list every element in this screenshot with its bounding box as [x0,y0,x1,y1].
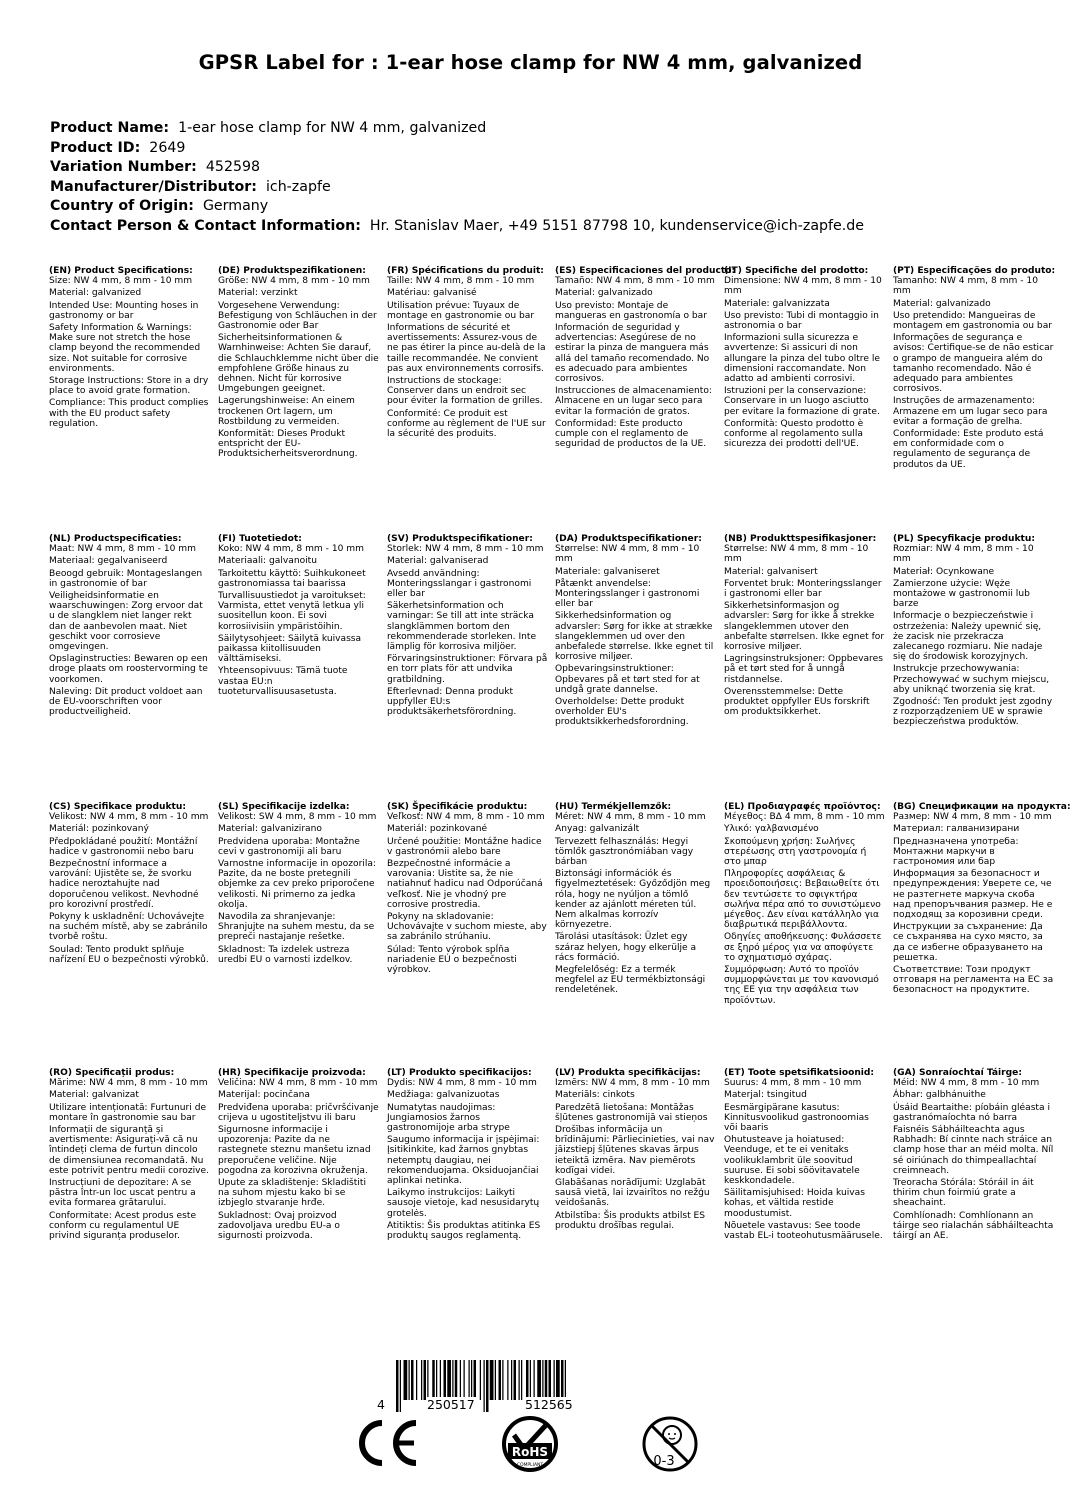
info-value: Germany [202,198,269,214]
info-value: 452598 [205,159,261,175]
spec-material: Material: galvanisert [724,566,818,577]
barcode-bar [537,1360,541,1400]
spec-compliance: Conformitate: Acest produs este conform cu regulamentul UE privind siguranța produselor. [49,1210,197,1242]
spec-safety: Veiligheidsinformatie en waarschuwingen: Zorg ervoor dat u de slangklem niet langer rekt dan de aanbevolen maat. Niet geschikt voor corrosieve omgevingen. [49,591,203,653]
language-block [218,534,379,796]
spec-size: Veľkosť: NW 4 mm, 8 mm - 10 mm [387,812,545,823]
spec-safety: Saugumo informacija ir įspėjimai: Įsitikinkite, kad žarnos gnybtas netemptų daugiau, nei rekomenduojama. Oksiduojančiai aplinkai netinka. [387,1135,540,1187]
language-heading: (EN) Product Specifications: [49,266,193,276]
spec-safety: Säkerhetsinformation och varningar: Se till att inte sträcka slangklämmen bortom den rekommenderade storleken. Inte lämplig för korrosiva miljöer. [387,601,537,653]
info-product-id [50,139,1040,159]
barcode-bar [502,1360,503,1400]
language-block [555,266,736,528]
spec-material: Materiale: galvanizzata [724,298,830,309]
spec-use: Предназначена употреба: Монтажни маркучи в гастрономия или бар [893,836,1019,868]
info-label: Contact Person & Contact Information: [50,217,361,234]
barcode-bar [530,1360,531,1400]
spec-storage: Instrucțiuni de depozitare: A se păstra într-un loc uscat pentru a evita formarea grătarului. [49,1178,196,1209]
language-block [49,266,210,528]
barcode-bar [416,1360,417,1400]
spec-size: Tamanho: NW 4 mm, 8 mm - 10 mm [893,276,1038,297]
spec-material: Material: galvanizado [555,288,653,299]
language-heading: (EL) Προδιαγραφές προϊόντος: [724,802,881,812]
spec-size: Izmērs: NW 4 mm, 8 mm - 10 mm [555,1078,710,1089]
info-label: Product ID: [50,139,141,156]
barcode-bar [444,1360,447,1400]
spec-storage: Opslaginstructies: Bewaren op een droge plaats om roostervorming te voorkomen. [49,654,208,685]
spec-compliance: Conformidad: Este producto cumple con el reglamento de seguridad de productos de la UE. [555,418,707,450]
spec-use: Forventet bruk: Monteringsslanger i gastronomi eller bar [724,578,882,600]
spec-storage: Säilitamisjuhised: Hoida kuivas kohas, et vältida restide moodustumist. [724,1188,865,1219]
spec-safety: Información de seguridad y advertencias: Asegúrese de no estirar la pinza de manguera más allá del tamaño recomendado. No es adecuado para ambientes corrosivos. [555,323,710,385]
spec-size: Dydis: NW 4 mm, 8 mm - 10 mm [387,1078,537,1089]
spec-size: Méret: NW 4 mm, 8 mm - 10 mm [555,812,706,823]
spec-size: Koko: NW 4 mm, 8 mm - 10 mm [218,544,365,555]
info-value: 2649 [149,139,186,156]
language-heading: (SL) Specifikacije izdelka: [218,802,350,812]
spec-safety: Turvallisuustiedot ja varoitukset: Varmista, ettet venytä letkua yli suositellun koon. Ei sovi korrosiivisiin ympäristöihin. [218,591,366,632]
spec-material: Material: galvanizat [49,1090,139,1101]
language-heading: (ET) Toote spetsifikatsioonid: [724,1068,875,1078]
spec-use: Utilizare intenționată: Furtunuri de montare în gastronomie sau bar [49,1102,207,1123]
spec-size: Veličina: NW 4 mm, 8 mm - 10 mm [218,1078,378,1089]
rohs-compliant-icon [500,1413,560,1475]
spec-storage: Treoracha Stórála: Stóráil in áit thirim chun foirmiú grate a sheachaint. [893,1178,1034,1209]
language-block [387,266,548,528]
spec-material: Materiāls: cinkots [555,1090,635,1101]
language-block [387,802,548,1062]
spec-storage: Glabāšanas norādījumi: Uzglabāt sausā vietā, lai izvairītos no režģu veidošanās. [555,1178,710,1209]
barcode-bar [499,1360,502,1400]
spec-use: Predviđena uporaba: pričvršćivanje crijeva u ugostiteljstvu ili baru [218,1102,379,1123]
language-block [387,1068,548,1328]
language-block [724,1068,885,1328]
spec-size: Méid: NW 4 mm, 8 mm - 10 mm [893,1078,1040,1089]
barcode-bar [427,1360,428,1400]
spec-material: Anyag: galvanizált [555,824,640,835]
spec-safety: Sicherheitsinformationen & Warnhinweise: Achten Sie darauf, die Schlauchklemme nicht über die empfohlene Größe hinaus zu dehnen. Nicht für korrosive Umgebungen geeignet. [218,333,379,395]
spec-use: Úsáid Beartaithe: píobáin gléasta i gastranómaíochta nó barra [893,1102,1050,1123]
language-heading: (PT) Especificações do produto: [893,266,1056,276]
spec-compliance: Comhlíonadh: Comhlíonann an táirge seo rialachán sábháilteachta táirgí an AE. [893,1210,1054,1242]
spec-size: Velikost: NW 4 mm, 8 mm - 10 mm [49,812,209,823]
spec-material: Material: galvaniserad [387,556,489,567]
spec-material: Materiaal: gegalvaniseerd [49,556,168,567]
barcode-bar [549,1360,552,1400]
spec-safety: Faisnéis Sábháilteachta agus Rabhadh: Bí cinnte nach stráice an clamp hose thar an méid molta. Níl sé oiriúnach do thimpeallachtaí creimneach. [893,1125,1054,1176]
spec-size: Size: NW 4 mm, 8 mm - 10 mm [49,276,193,287]
spec-storage: Tárolási utasítások: Üzlet egy száraz helyen, hogy elkerülje a rács formáció. [555,932,697,963]
barcode-group-right: 512565 [525,1397,573,1412]
spec-storage: Laikymo instrukcijos: Laikyti sausoje vietoje, kad nesusidarytų grotelės. [387,1188,540,1219]
spec-size: Taille: NW 4 mm, 8 mm - 10 mm [387,276,535,287]
spec-material: Ábhar: galbhánuithe [893,1090,986,1101]
spec-storage: Opbevaringsinstruktioner: Opbevares på et tørt sted for at undgå grate dannelse. [555,664,700,695]
language-block [555,1068,716,1328]
language-heading: (DE) Produktspezifikationen: [218,266,366,276]
spec-safety: Varnostne informacije in opozorila: Pazite, da ne boste pretegnili objemke za cev preko priporočene velikosti. Ni primerno za jedka okolja. [218,859,376,910]
spec-storage: Upute za skladištenje: Skladištiti na suhom mjestu kako bi se izbjeglo stvaranje hrđe. [218,1178,366,1209]
spec-material: Material: galvanizado [893,298,991,309]
spec-compliance: Súlad: Tento výrobok spĺňa nariadenie EÚ o bezpečnosti výrobkov. [387,944,517,976]
info-value: Hr. Stanislav Maer, +49 5151 87798 10, kundenservice@ich-zapfe.de [369,217,865,234]
spec-compliance: Conformité: Ce produit est conforme au règlement de l'UE sur la sécurité des produits. [387,408,546,440]
spec-use: Avsedd användning: Monteringsslangar i gastronomi eller bar [387,568,532,600]
spec-compliance: Overholdelse: Dette produkt overholder EU's produktsikkerhedsforordning. [555,697,689,728]
language-heading: (FR) Spécifications du produit: [387,266,544,276]
spec-size: Rozmiar: NW 4 mm, 8 mm - 10 mm [893,544,1034,565]
language-block [893,802,1071,1062]
language-block [49,1068,210,1328]
spec-storage: Инструкции за съхранение: Да се съхранява на сухо място, за да се избегне образуването на решетка. [893,922,1043,963]
info-variation-number [50,158,1040,178]
language-heading: (HU) Termékjellemzők: [555,802,672,812]
spec-material: Materiál: pozinkovaný [49,824,149,835]
spec-storage: Instructions de stockage: Conserver dans un endroit sec pour éviter la formation de grilles. [387,376,543,407]
spec-compliance: Atbilstība: Šis produkts atbilst ES produktu drošības regulai. [555,1210,706,1231]
spec-safety: Информация за безопасност и предупреждения: Уверете се, че не разтегнете маркуча скоба над препоръчвания размер. Не е подходящ за корозивни среди. [893,869,1053,921]
language-block [555,534,716,796]
info-manufacturer [50,178,1040,198]
spec-size: Størrelse: NW 4 mm, 8 mm - 10 mm [724,544,869,565]
barcode-bar [409,1360,410,1400]
spec-storage: Instrukcje przechowywania: Przechowywać w suchym miejscu, aby uniknąć tworzenia się krat. [893,664,1050,695]
spec-material: Material: galvanized [49,288,142,299]
ce-mark-icon [352,1413,422,1473]
barcode-digit-first: 4 [377,1397,385,1412]
spec-storage: Pokyny na skladovanie: Uchovávajte v suchom mieste, aby sa zabránilo strúhaniu. [387,912,547,943]
spec-compliance: Efterlevnad: Denna produkt uppfyller EU:s produktsäkerhetsförordning. [387,686,517,718]
spec-compliance: Skladnost: Ta izdelek ustreza uredbi EU o varnosti izdelkov. [218,944,353,965]
barcode-bar [480,1360,481,1400]
language-block [893,534,1054,796]
spec-compliance: Съответствие: Този продукт отговаря на регламента на ЕС за безопасност на продуктите. [893,965,1054,996]
spec-safety: Bezpečnostné informácie a varovania: Uistite sa, že nie natiahnuť hadicu nad Odporúčaná veľkosť. Nie je vhodný pre corrosive prostredia. [387,859,543,910]
language-block [893,1068,1054,1328]
spec-material: Materiale: galvaniseret [555,566,660,577]
spec-use: Beoogd gebruik: Montageslangen in gastronomie of bar [49,568,203,589]
language-block [724,534,885,796]
spec-storage: Storage Instructions: Store in a dry place to avoid grate formation. [49,376,209,397]
spec-storage: Pokyny k uskladnění: Uchovávejte na suchém místě, aby se zabránilo tvorbě roštu. [49,912,208,943]
language-block [218,1068,379,1328]
spec-use: Σκοπούμενη χρήση: Σωλήνες στερέωσης στη γαστρονομία ή στο μπαρ [724,836,867,868]
language-heading: (FI) Tuotetiedot: [218,534,302,544]
info-country-of-origin [50,197,1040,217]
language-block [218,266,379,528]
spec-size: Størrelse: NW 4 mm, 8 mm - 10 mm [555,544,700,565]
spec-use: Intended Use: Mounting hoses in gastronomy or bar [49,300,199,321]
spec-size: Dimensione: NW 4 mm, 8 mm - 10 mm [724,276,882,297]
spec-compliance: Konformität: Dieses Produkt entspricht der EU-Produktsicherheitsverordnung. [218,429,358,460]
spec-safety: Informações de segurança e avisos: Certifique-se de não esticar o grampo de mangueira além do tamanho recomendado. Não é adequado para ambientes corrosivos. [893,333,1054,395]
spec-compliance: Sukladnost: Ovaj proizvod zadovoljava uredbu EU-a o sigurnosti proizvoda. [218,1210,340,1242]
spec-storage: Säilytysohjeet: Säilytä kuivassa paikassa kiitollisuuden välttämiseksi. [218,633,362,665]
spec-compliance: Conformidade: Este produto está em conformidade com o regulamento de segurança de produtos da UE. [893,429,1044,470]
language-heading: (CS) Specifikace produktu: [49,802,186,812]
barcode-bar [507,1360,508,1400]
language-heading: (LV) Produkta specifikācijas: [555,1068,701,1078]
language-heading: (IT) Specifiche del prodotto: [724,266,869,276]
spec-storage: Förvaringsinstruktioner: Förvara på en torr plats för att undvika gratbildning. [387,654,548,685]
spec-compliance: Megfelelőség: Ez a termék megfelel az EU termékbiztonsági rendeletének. [555,965,706,996]
spec-use: Předpokládané použití: Montážní hadice v gastronomii nebo baru [49,836,198,857]
spec-storage: Οδηγίες αποθήκευσης: Φυλάσσετε σε ξηρό μέρος για να αποφύγετε το σχηματισμό σχάρας. [724,932,882,963]
spec-use: Utilisation prévue: Tuyaux de montage en gastronomie ou bar [387,300,535,321]
spec-safety: Informații de siguranță și avertismente: Asigurați-vă că nu întindeți clema de furtun dincolo de dimensiunea recomandată. Nu este potrivit pentru medii corozive. [49,1125,210,1176]
product-info [50,119,1040,236]
spec-compliance: Conformità: Questo prodotto è conforme al regolamento sulla sicurezza dei prodotti dell'UE. [724,418,864,450]
spec-storage: Lagerungshinweise: An einem trockenen Ort lagern, um Rostbildung zu vermeiden. [218,396,355,427]
barcode-digits [376,1397,618,1413]
age-label: 0-3 [653,1454,675,1469]
info-label: Country of Origin: [50,198,194,214]
barcode-bar [460,1360,461,1400]
spec-material: Medžiaga: galvanizuotas [387,1090,500,1101]
spec-safety: Drošības informācija un brīdinājumi: Pārliecinieties, vai nav jāizstiepj šļūtenes skavas ārpus ieteiktā izmēra. Nav piemērots kodīgai videi. [555,1125,715,1176]
spec-material: Υλικό: γαλβανισμένο [724,824,819,835]
spec-compliance: Overensstemmelse: Dette produktet oppfyller EUs forskrift om produktsikkerhet. [724,686,870,718]
barcode-bar [440,1360,441,1400]
language-block [893,266,1054,528]
language-heading: (ES) Especificaciones del producto: [555,266,736,276]
spec-material: Materiał: Ocynkowane [893,566,995,577]
rohs-label: RoHS [511,1445,549,1459]
barcode-group-left: 250517 [427,1397,475,1412]
language-heading: (NL) Productspecificaties: [49,534,182,544]
barcode-bar [526,1360,529,1400]
language-grid [49,266,1071,1334]
spec-size: Μέγεθος: ΒΔ 4 mm, 8 mm - 10 mm [724,812,885,823]
language-heading: (PL) Specyfikacje produktu: [893,534,1035,544]
language-block [724,266,885,528]
spec-material: Matériau: galvanisé [387,288,477,299]
language-row [49,266,1056,534]
language-heading: (SV) Produktspecifikationer: [387,534,533,544]
language-heading: (SK) Špecifikácie produktu: [387,802,528,812]
spec-use: Paredzētā lietošana: Montāžas šļūtenes gastronomijā vai stieņos [555,1102,708,1123]
spec-use: Uso previsto: Tubi di montaggio in astronomia o bar [724,310,879,332]
spec-compliance: Compliance: This product complies with the EU product safety regulation. [49,398,209,429]
spec-use: Vorgesehene Verwendung: Befestigung von Schläuchen in der Gastronomie oder Bar [218,300,377,332]
language-row [49,802,1071,1068]
info-label: Variation Number: [50,159,197,175]
language-heading: (NB) Produkttspesifikasjoner: [724,534,877,544]
spec-size: Mărime: NW 4 mm, 8 mm - 10 mm [49,1078,208,1089]
language-row [49,534,1053,802]
info-label: Product Name: [50,120,170,136]
language-row [49,1068,1054,1334]
language-block [49,802,210,1062]
spec-use: Påtænkt anvendelse: Monteringsslanger i gastronomi eller bar [555,578,700,610]
barcode-bar [495,1360,496,1400]
barcode-bar [521,1360,522,1400]
spec-material: Materiaali: galvanoitu [218,556,318,567]
spec-storage: Istruzioni per la conservazione: Conservare in un luogo asciutto per evitare la formazione di grate. [724,386,880,417]
page-title: GPSR Label for : 1-ear hose clamp for NW 4 mm, galvanized [198,51,863,74]
barcode-bar [432,1360,435,1400]
spec-use: Zamierzone użycie: Węże montażowe w gastronomii lub barze [893,578,1030,610]
spec-compliance: Naleving: Dit product voldoet aan de EU-voorschriften voor productveiligheid. [49,686,203,718]
info-contact [50,217,1040,237]
barcode-bar [469,1360,470,1400]
spec-compliance: Nõuetele vastavus: See toode vastab EL-i tooteohutusmäärusele. [724,1220,883,1242]
barcode-bar [464,1360,465,1400]
language-block [387,534,548,796]
info-value: 1-ear hose clamp for NW 4 mm, galvanized [178,120,487,136]
spec-material: Material: galvanizirano [218,824,322,835]
spec-safety: Informazioni sulla sicurezza e avvertenze: Si assicuri di non allungare la pinza del tubo oltre le dimensioni raccomandate. Non adatto ad ambienti corrosivi. [724,333,880,385]
spec-use: Určené použitie: Montážne hadice v gastronómii alebo bare [387,836,542,857]
barcode-bar [519,1360,520,1400]
spec-size: Размер: NW 4 mm, 8 mm - 10 mm [893,812,1052,823]
spec-safety: Sigurnosne informacije i upozorenja: Pazite da ne rastegnete steznu manšetu iznad preporučene veličine. Nije pogodna za korozivna okruženja. [218,1125,371,1176]
spec-material: Material: verzinkt [218,288,298,299]
language-block [218,802,379,1062]
barcode-bar [474,1360,477,1400]
spec-size: Velikost: SW 4 mm, 8 mm - 10 mm [218,812,377,823]
spec-safety: Safety Information & Warnings: Make sure not stretch the hose clamp beyond the recommended size. Not suitable for corrosive environments. [49,323,201,374]
spec-compliance: Soulad: Tento produkt splňuje nařízení EU o bezpečnosti výrobků. [49,944,209,965]
rohs-sublabel: COMPLIANT [516,1463,544,1468]
spec-safety: Biztonsági információk és figyelmeztetések: Győződjön meg róla, hogy ne nyúljon a tömlő kender az ajánlott méreten túl. Nem alkalmas korrozív környezetre. [555,869,711,931]
spec-compliance: Zgodność: Ten produkt jest zgodny z rozporządzeniem UE w sprawie bezpieczeństwa produktów. [893,697,1053,728]
spec-use: Tarkoitettu käyttö: Suihkukoneet gastronomiassa tai baarissa [218,568,366,589]
spec-storage: Lagringsinstruksjoner: Oppbevares på et tørt sted for å unngå ristdannelse. [724,654,883,685]
spec-safety: Sikkerhedsinformation og advarsler: Sørg for ikke at strække slangeklemmen ud over den anbefalede størrelse. Ikke egnet til korrosive miljøer. [555,611,714,663]
language-heading: (LT) Produkto specifikacijos: [387,1068,532,1078]
barcode-bar [404,1360,408,1400]
spec-material: Materjal: tsingitud [724,1090,807,1101]
spec-storage: Navodila za shranjevanje: Shranjujte na suhem mestu, da se prepreči nastajanje rešetke. [218,912,375,943]
spec-material: Materiál: pozinkované [387,824,488,835]
spec-safety: Ohutusteave ja hoiatused: Veenduge, et te ei venitaks voolikuklambrit üle soovitud suuruse. Ei sobi söövitavatele keskkondadele. [724,1135,860,1187]
spec-safety: Sikkerhetsinformasjon og advarsler: Sørg for ikke å strekke slangeklemmen utover den anbefalte størrelsen. Ikke egnet for korrosive miljøer. [724,601,885,653]
barcode-bar [554,1360,555,1400]
spec-compliance: Atitiktis: Šis produktas atitinka ES produktų saugos reglamentą. [387,1220,541,1242]
spec-use: Uso previsto: Montaje de mangueras en gastronomía o bar [555,300,707,321]
language-heading: (GA) Sonraíochtaí Táirge: [893,1068,1022,1078]
spec-use: Tervezett felhasználás: Hegyi tömlők gasztronómiában vagy bárban [555,836,694,868]
spec-use: Uso pretendido: Mangueiras de montagem em gastronomia ou bar [893,310,1053,332]
barcode-bar [534,1360,535,1400]
barcode-bar [424,1360,427,1400]
language-heading: (BG) Спецификации на продукта: [893,802,1071,812]
language-block [555,802,716,1062]
info-value: ich-zapfe [265,178,331,195]
info-label: Manufacturer/Distributor: [50,178,257,195]
spec-use: Predvidena uporaba: Montažne cevi v gastronomiji ali baru [218,836,360,857]
not-for-children-0-3-icon [640,1413,700,1475]
spec-material: Материал: галванизирани [893,824,1020,835]
spec-use: Eesmärgipärane kasutus: Kinnitusvoolikud gastronoomias või baaris [724,1102,869,1134]
barcode-bar [447,1360,451,1400]
barcode-bar [421,1360,422,1400]
spec-size: Storlek: NW 4 mm, 8 mm - 10 mm [387,544,544,555]
spec-material: Materijal: pocinčana [218,1090,310,1101]
spec-safety: Informacje o bezpieczeństwie i ostrzeżenia: Należy upewnić się, że zacisk nie przekracza zalecanego rozmiaru. Nie nadaje się do środowisk korozyjnych. [893,611,1043,663]
spec-safety: Bezpečnostní informace a varování: Ujistěte se, že svorku hadice neroztahujte nad doporučenou velikost. Nevhodné pro korozivní prostředí. [49,859,199,910]
barcode-bar [545,1360,548,1400]
spec-size: Maat: NW 4 mm, 8 mm - 10 mm [49,544,197,555]
barcode-bar [452,1360,453,1400]
spec-storage: Instruções de armazenamento: Armazene em um lugar seco para evitar a formação de grelha. [893,396,1048,427]
spec-size: Tamaño: NW 4 mm, 8 mm - 10 mm [555,276,715,287]
barcode-bar [556,1360,560,1400]
language-block [49,534,210,796]
barcode-bar [561,1360,564,1400]
spec-compliance: Συμμόρφωση: Αυτό το προϊόν συμμορφώνεται με τον κανονισμό της ΕΕ για την ασφάλεια των προϊόντων. [724,965,879,1006]
spec-compliance: Yhteensopivuus: Tämä tuote vastaa EU:n tuoteturvallisuusasetusta. [218,666,348,697]
spec-size: Größe: NW 4 mm, 8 mm - 10 mm [218,276,370,287]
spec-storage: Instrucciones de almacenamiento: Almacene en un lugar seco para evitar la formación de gratos. [555,386,712,417]
language-heading: (HR) Specifikacije proizvoda: [218,1068,366,1078]
spec-size: Suurus: 4 mm, 8 mm - 10 mm [724,1078,862,1089]
barcode-bar [436,1360,437,1400]
barcode-bar [455,1360,458,1400]
language-heading: (DA) Produktspecifikationer: [555,534,702,544]
barcode-bar [511,1360,512,1400]
barcode-bar [514,1360,517,1400]
language-block [724,802,885,1062]
info-product-name [50,119,1040,139]
certification-icons [0,1413,1061,1493]
barcode-bar [471,1360,472,1400]
barcode-bar [490,1360,494,1400]
barcode-bar [411,1360,414,1400]
barcode-bar [542,1360,543,1400]
language-heading: (RO) Specificații produs: [49,1068,175,1078]
spec-safety: Πληροφορίες ασφάλειας & προειδοποιήσεις: Βεβαιωθείτε ότι δεν τεντώσετε το σφιγκτήρα σωλήνα πέρα από το συνιστώμενο μέγεθος. Δεν είναι κατάλληλο για διαβρωτικά περιβάλλοντα. [724,869,881,931]
spec-use: Numatytas naudojimas: Jungiamosios žarnos gastronomijoje arba strype [387,1102,510,1134]
spec-safety: Informations de sécurité et avertissements: Assurez-vous de ne pas étirer la pince au-delà de la taille recommandée. Ne convient pas aux environnements corrosifs. [387,323,546,374]
